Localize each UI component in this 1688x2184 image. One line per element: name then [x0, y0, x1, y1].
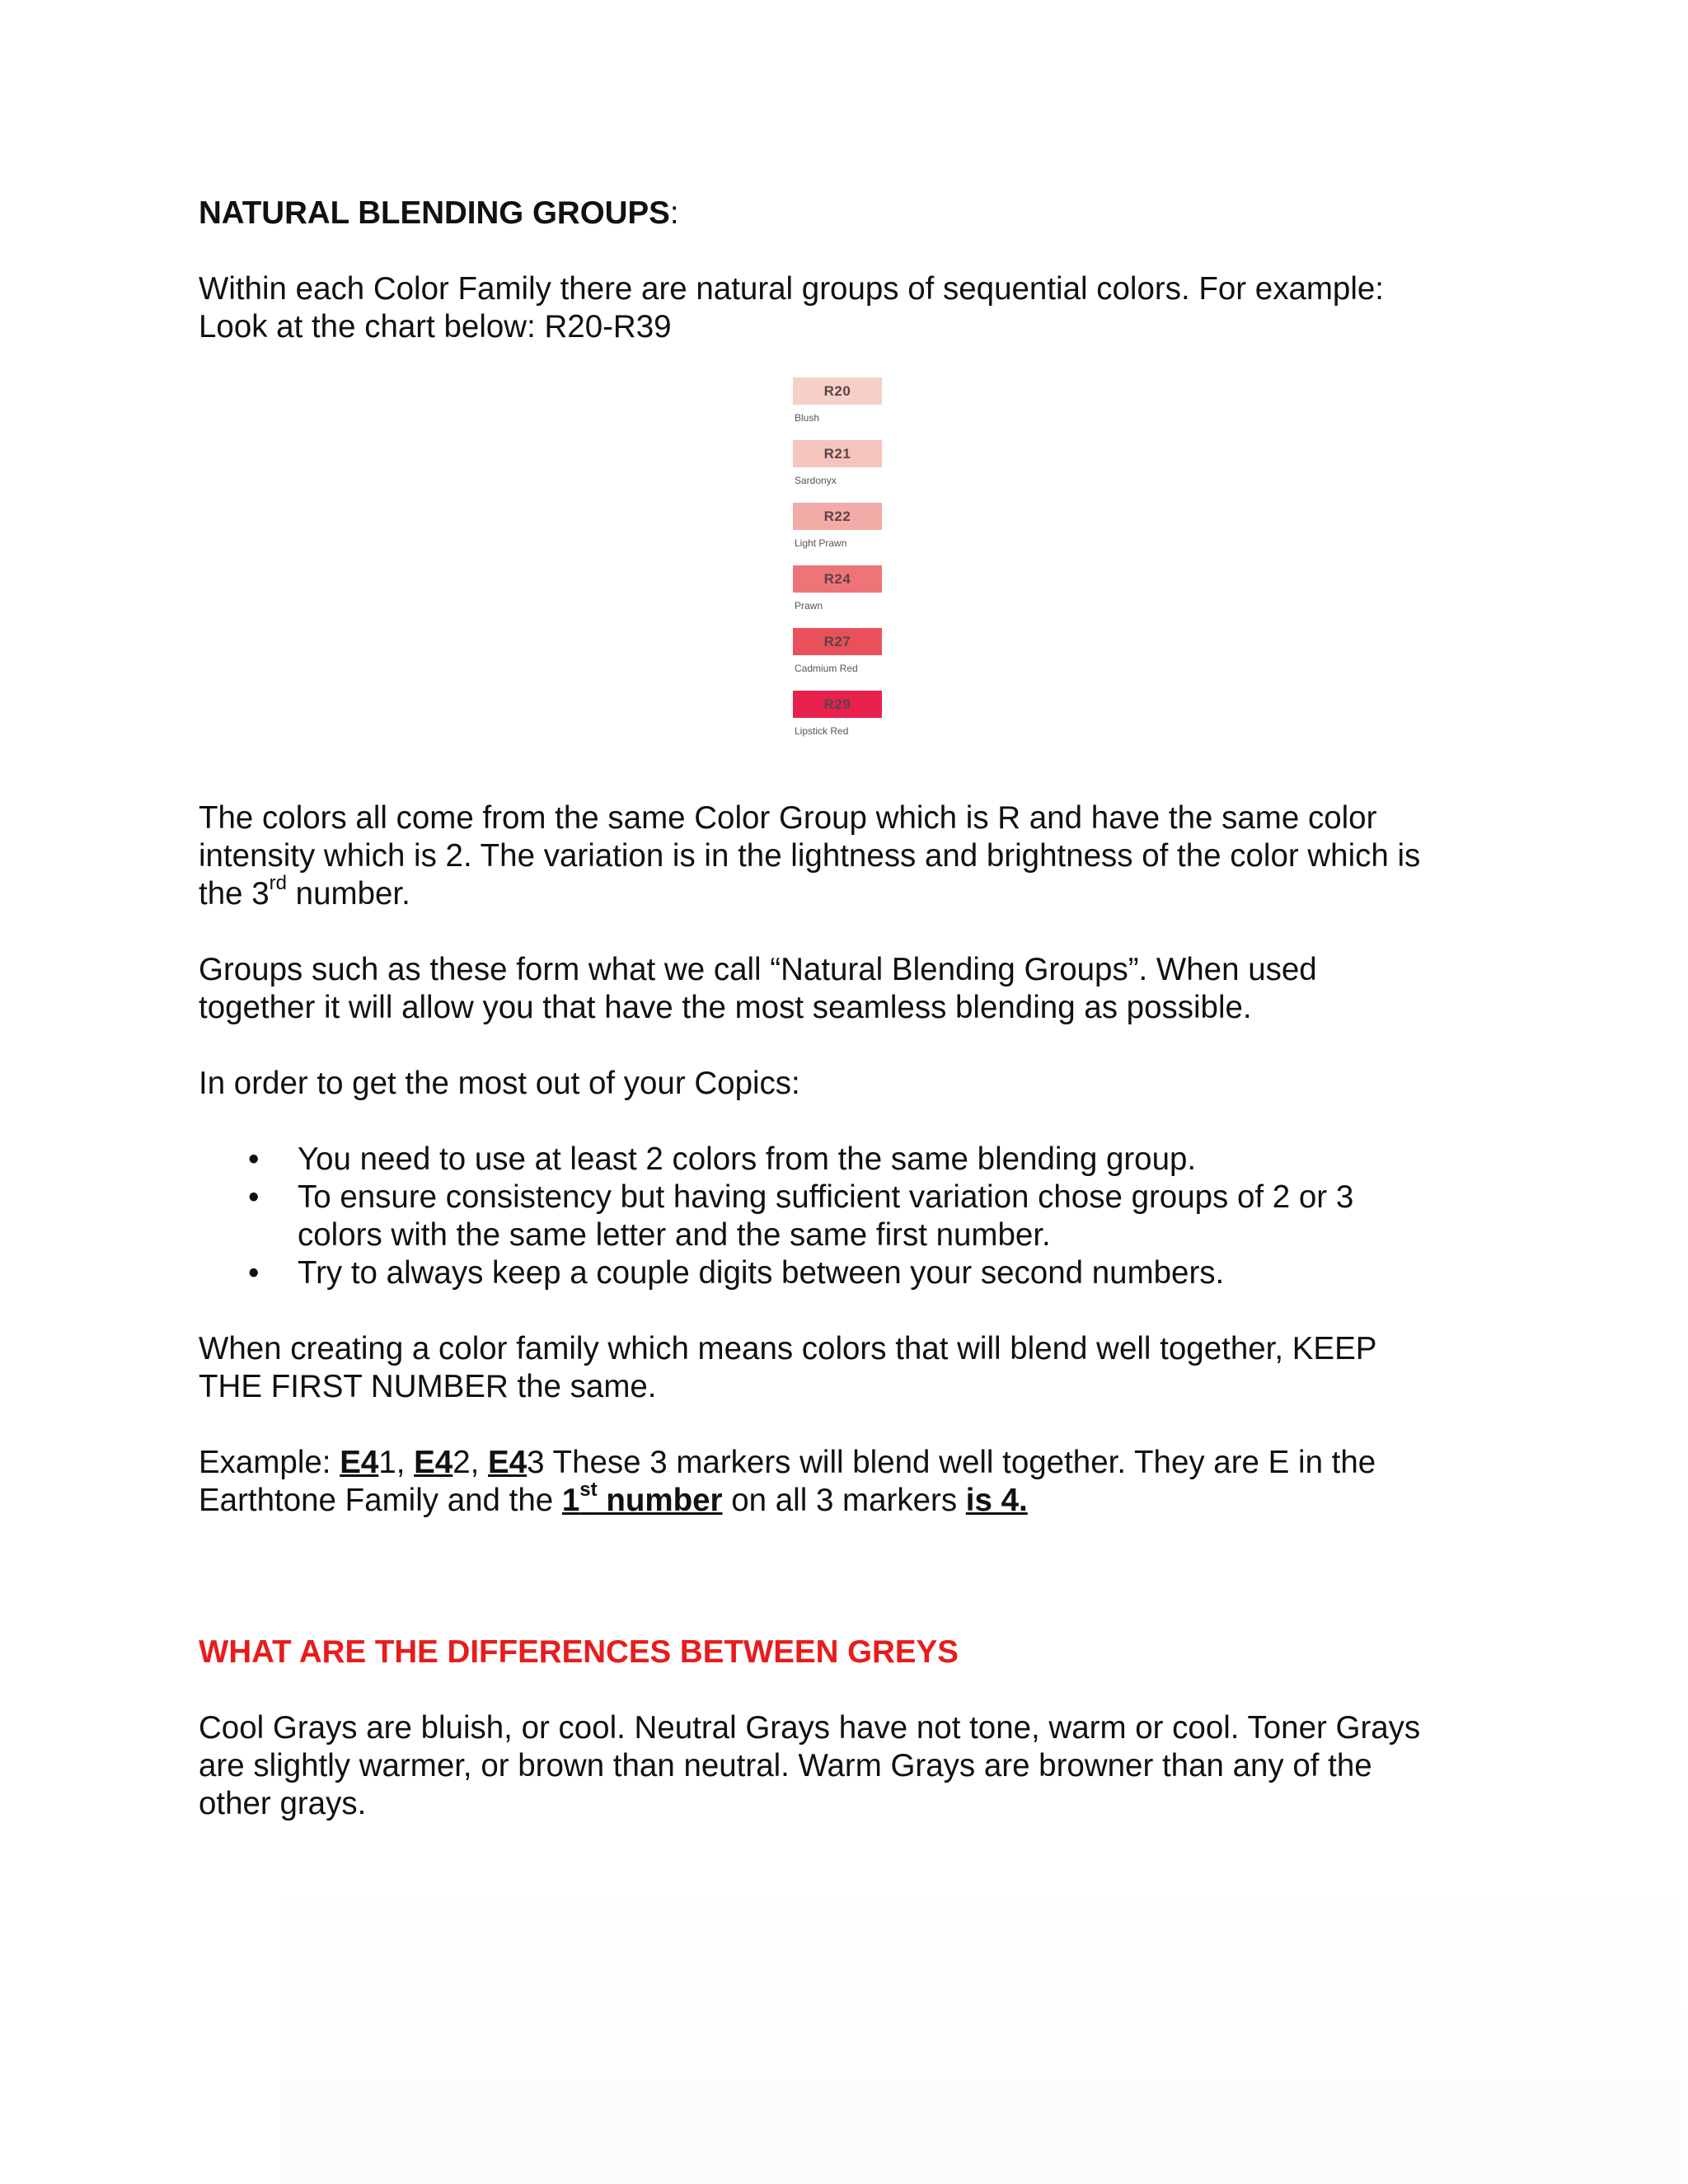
- greys-line-3: other grays.: [199, 1786, 367, 1821]
- color-swatch: R27: [793, 628, 882, 655]
- para1-line-1: The colors all come from the same Color Group which is R and have the same color: [199, 800, 1377, 836]
- is-four-emphasis: is 4.: [965, 1483, 1028, 1518]
- bullet-1-text: You need to use at least 2 colors from the same blending group.: [298, 1141, 1197, 1177]
- marker-code-3-digit: 3: [527, 1445, 545, 1480]
- bullet-3-text: Try to always keep a couple digits between your second numbers.: [298, 1255, 1225, 1291]
- greys-line-1: Cool Grays are bluish, or cool. Neutral Grays have not tone, warm or cool. Toner Grays: [199, 1710, 1421, 1746]
- swatch-item-r21: [785, 440, 876, 503]
- color-group-paragraph: [199, 799, 1517, 913]
- list-item: [199, 1254, 1517, 1292]
- para2-line-1: Groups such as these form what we call “Natural Blending Groups”. When used: [199, 952, 1317, 987]
- color-swatch: R29: [793, 691, 882, 718]
- separator: ,: [470, 1445, 489, 1480]
- example-line-2-mid: on all 3 markers: [722, 1483, 966, 1518]
- color-swatch: R20: [793, 377, 882, 405]
- example-paragraph: [199, 1444, 1517, 1520]
- para1-line-3-pre: the 3: [199, 876, 270, 912]
- list-item: [199, 1141, 1517, 1179]
- swatch-color-name: Prawn: [795, 600, 823, 612]
- bullet-icon: •: [248, 1179, 260, 1215]
- para4-line-1: When creating a color family which means colors that will blend well together, KEEP: [199, 1331, 1377, 1366]
- document-page: [199, 194, 1517, 1823]
- para1-line-2: intensity which is 2. The variation is in the lightness and brightness of the color which is: [199, 838, 1421, 874]
- color-swatch: R21: [793, 440, 882, 467]
- heading-colon: :: [669, 195, 679, 231]
- swatch-color-name: Blush: [795, 412, 820, 424]
- first-number-emphasis: [561, 1479, 723, 1518]
- para1-line-3-post: number.: [286, 876, 410, 912]
- blending-groups-paragraph: [199, 951, 1517, 1027]
- intro-line-1: Within each Color Family there are natural groups of sequential colors. For example:: [199, 271, 1384, 307]
- color-family-paragraph: [199, 1330, 1517, 1406]
- swatch-color-name: Sardonyx: [795, 475, 837, 486]
- greys-paragraph: [199, 1709, 1517, 1823]
- list-item: [199, 1179, 1517, 1254]
- separator: ,: [396, 1445, 415, 1480]
- bullet-2-line-2: colors with the same letter and the same first number.: [298, 1217, 1051, 1253]
- first-number-digit: 1: [561, 1483, 580, 1518]
- bullet-icon: •: [248, 1255, 260, 1291]
- ordinal-superscript: st: [579, 1479, 598, 1502]
- swatch-color-name: Light Prawn: [795, 537, 847, 549]
- bullet-2-line-1: To ensure consistency but having sufficient variation chose groups of 2 or 3: [298, 1179, 1354, 1215]
- marker-code-2-digit: 2: [452, 1445, 471, 1480]
- swatch-item-r29: [785, 691, 876, 753]
- example-after-text: These 3 markers will blend well together. They are E in the: [544, 1445, 1376, 1480]
- marker-code-1-digit: 1: [378, 1445, 396, 1480]
- copics-intro-paragraph: In order to get the most out of your Copics:: [199, 1066, 800, 1101]
- first-number-word: number: [597, 1483, 723, 1518]
- swatch-item-r22: [785, 503, 876, 565]
- example-line-2-pre: Earthtone Family and the: [199, 1483, 562, 1518]
- scan-shading: [280, 1871, 1681, 2184]
- example-label: Example:: [199, 1445, 340, 1480]
- greys-line-2: are slightly warmer, or brown than neutral. Warm Grays are browner than any of the: [199, 1748, 1372, 1783]
- intro-line-2: Look at the chart below: R20-R39: [199, 309, 672, 344]
- swatch-item-r20: [785, 377, 876, 440]
- swatch-item-r27: [785, 628, 876, 691]
- section-heading-natural-blending: [199, 194, 1517, 232]
- marker-code-1: E4: [340, 1445, 379, 1480]
- marker-code-3: E4: [488, 1445, 528, 1480]
- marker-code-2: E4: [414, 1445, 453, 1480]
- color-swatch-chart: [785, 377, 876, 753]
- swatch-item-r24: [785, 565, 876, 628]
- color-swatch: R22: [793, 503, 882, 530]
- heading-text: NATURAL BLENDING GROUPS: [199, 195, 670, 231]
- color-swatch: R24: [793, 565, 882, 593]
- ordinal-superscript: rd: [269, 872, 287, 895]
- swatch-color-name: Lipstick Red: [795, 725, 849, 737]
- section-heading-greys: WHAT ARE THE DIFFERENCES BETWEEN GREYS: [199, 1634, 959, 1670]
- swatch-color-name: Cadmium Red: [795, 663, 858, 674]
- para2-line-2: together it will allow you that have the most seamless blending as possible.: [199, 990, 1252, 1025]
- tips-bullet-list: [199, 1141, 1517, 1292]
- bullet-icon: •: [248, 1141, 260, 1177]
- intro-paragraph: [199, 270, 1517, 346]
- para4-line-2: THE FIRST NUMBER the same.: [199, 1369, 657, 1404]
